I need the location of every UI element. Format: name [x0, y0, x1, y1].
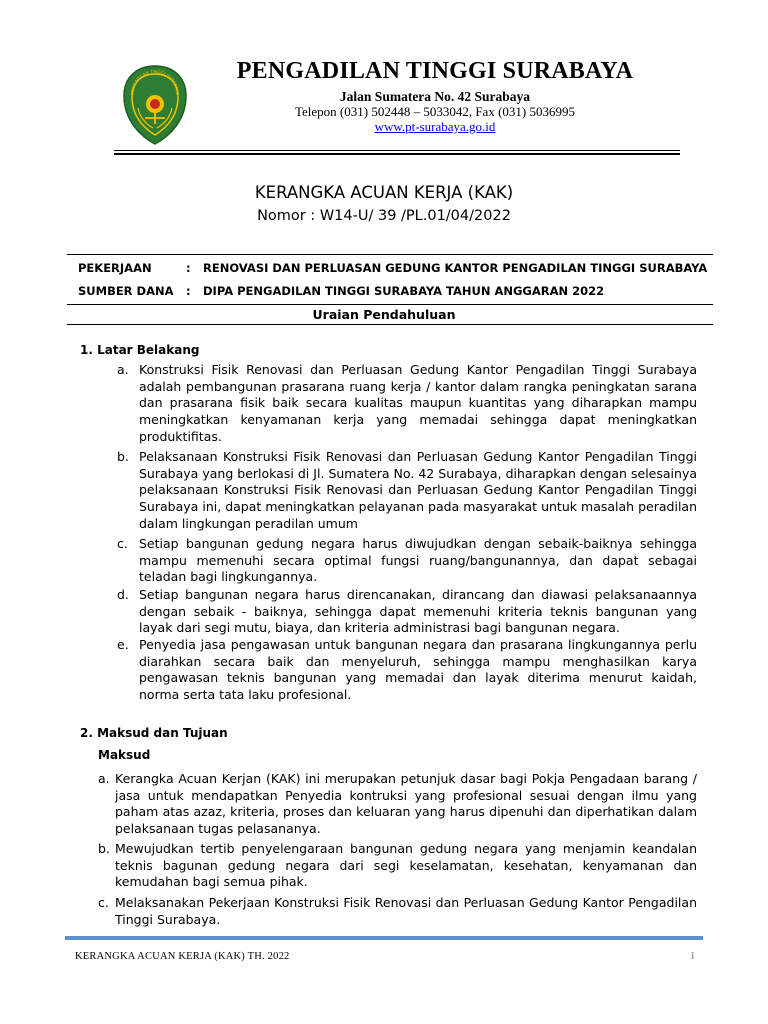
section-heading-maksud-dan-tujuan: 2. Maksud dan Tujuan [80, 726, 228, 740]
section-title: Uraian Pendahuluan [312, 307, 456, 322]
list-item-text: Mewujudkan tertib penyelengaraan bangunan gedung negara yang menjamin keandalan teknis bagunan gedung negara dari segi keselamatan, kesehatan, kenyamanan dan kemudahan bagi semua pihak. [115, 841, 697, 890]
logo-center [150, 99, 160, 109]
info-table-bottom-rule [67, 324, 713, 325]
footer-divider-bar [65, 936, 703, 940]
logo-text: PENGADILAN TINGGI SURABAYA [129, 68, 181, 95]
institution-phone: Telepon (031) 502448 – 5033042, Fax (031) 5036995 [294, 104, 575, 119]
list-item-label: c. [98, 895, 109, 910]
info-table-middle-rule [67, 304, 713, 305]
list-item-text: Setiap bangunan gedung negara harus diwujudkan dengan sebaik-baiknya sehingga mampu memenuhi secara optimal fungsi ruang/bangunannya, dan dapat sebagai teladan bagi lingkungannya. [139, 536, 697, 585]
info-colon: : [186, 284, 191, 298]
info-label: PEKERJAAN [78, 261, 152, 275]
document-number: Nomor : W14-U/ 39 /PL.01/04/2022 [257, 208, 511, 224]
document-title: KERANGKA ACUAN KERJA (KAK) [254, 183, 514, 202]
list-item-label: c. [117, 536, 128, 551]
list-item-label: b. [98, 841, 110, 856]
info-value: DIPA PENGADILAN TINGGI SURABAYA TAHUN ANGGARAN 2022 [203, 284, 605, 298]
list-item-text: Melaksanakan Pekerjaan Konstruksi Fisik Renovasi dan Perluasan Gedung Kantor Pengadilan Tinggi Surabaya. [115, 895, 697, 927]
info-colon: : [186, 261, 191, 275]
list-item-text: Pelaksanaan Konstruksi Fisik Renovasi dan Perluasan Gedung Kantor Pengadilan Tinggi Surabaya yang berlokasi di Jl. Sumatera No. 42 Surabaya, diharapkan dengan selesainya pelaksanaan Konstruksi Fisik Renovasi dan Perluasan Gedung Kantor Pengadilan Tinggi Surabaya ini, dapat meningkatkan pelayanan pada masyarakat untuk masalah peradilan dalam lingkungan peradilan umum [139, 449, 697, 531]
list-item-label: e. [117, 637, 129, 652]
list-item-text: Konstruksi Fisik Renovasi dan Perluasan Gedung Kantor Pengadilan Tinggi Surabaya adalah pembangunan prasarana ruang kerja / kantor dalam rangka peningkatan sarana dan prasarana fisik baik secara kualitas maupun kuantitas yang diharapkan mampu meningkatkan kenyamanan kerja yang memadai sehingga dapat meningkatkan produktifitas. [139, 362, 697, 444]
subheading-maksud: Maksud [98, 748, 151, 762]
institution-website-link[interactable]: www.pt-surabaya.go.id [374, 119, 496, 134]
institution-address: Jalan Sumatera No. 42 Surabaya [339, 89, 531, 104]
court-logo-emblem [120, 64, 190, 146]
list-item-label: a. [117, 362, 129, 377]
info-table-top-rule [67, 254, 713, 255]
footer-text: KERANGKA ACUAN KERJA (KAK) TH. 2022 [75, 951, 290, 962]
list-item-label: d. [117, 587, 129, 602]
letterhead-divider-thick [114, 153, 680, 155]
info-label: SUMBER DANA [78, 284, 174, 298]
list-item-label: a. [98, 771, 110, 786]
list-item-label: b. [117, 449, 129, 464]
institution-name: PENGADILAN TINGGI SURABAYA [236, 58, 634, 84]
info-value: RENOVASI DAN PERLUASAN GEDUNG KANTOR PENGADILAN TINGGI SURABAYA [203, 261, 708, 275]
list-item-text: Kerangka Acuan Kerjan (KAK) ini merupakan petunjuk dasar bagi Pokja Pengadaan barang / jasa untuk mendapatkan Penyedia kontruksi yang profesional sesuai dengan ilmu yang paham atas azaz, kriteria, proses dan keluaran yang harus dipenuhi dan diperhatikan dalam pelaksanaan tugas pelasananya. [115, 771, 697, 837]
letterhead-divider-thin [114, 150, 680, 151]
list-item-text: Setiap bangunan negara harus direncanakan, dirancang dan diawasi pelaksanaannya dengan sebaik - baiknya, sehingga dapat memenuhi kriteria teknis bangunan yang layak dari segi mutu, biaya, dan kriteria administrasi bagi bangunan negara. [139, 587, 697, 636]
list-item-text: Penyedia jasa pengawasan untuk bangunan negara dan prasarana lingkungannya perlu diarahkan secara baik dan menyeluruh, sehingga mampu menghasilkan karya pengawasan teknis bangunan yang memadai dan layak diterima menurut kaidah, norma serta tata laku profesional. [139, 637, 697, 703]
section-heading-latar-belakang: 1. Latar Belakang [80, 343, 200, 357]
page-number: 1 [690, 951, 696, 962]
